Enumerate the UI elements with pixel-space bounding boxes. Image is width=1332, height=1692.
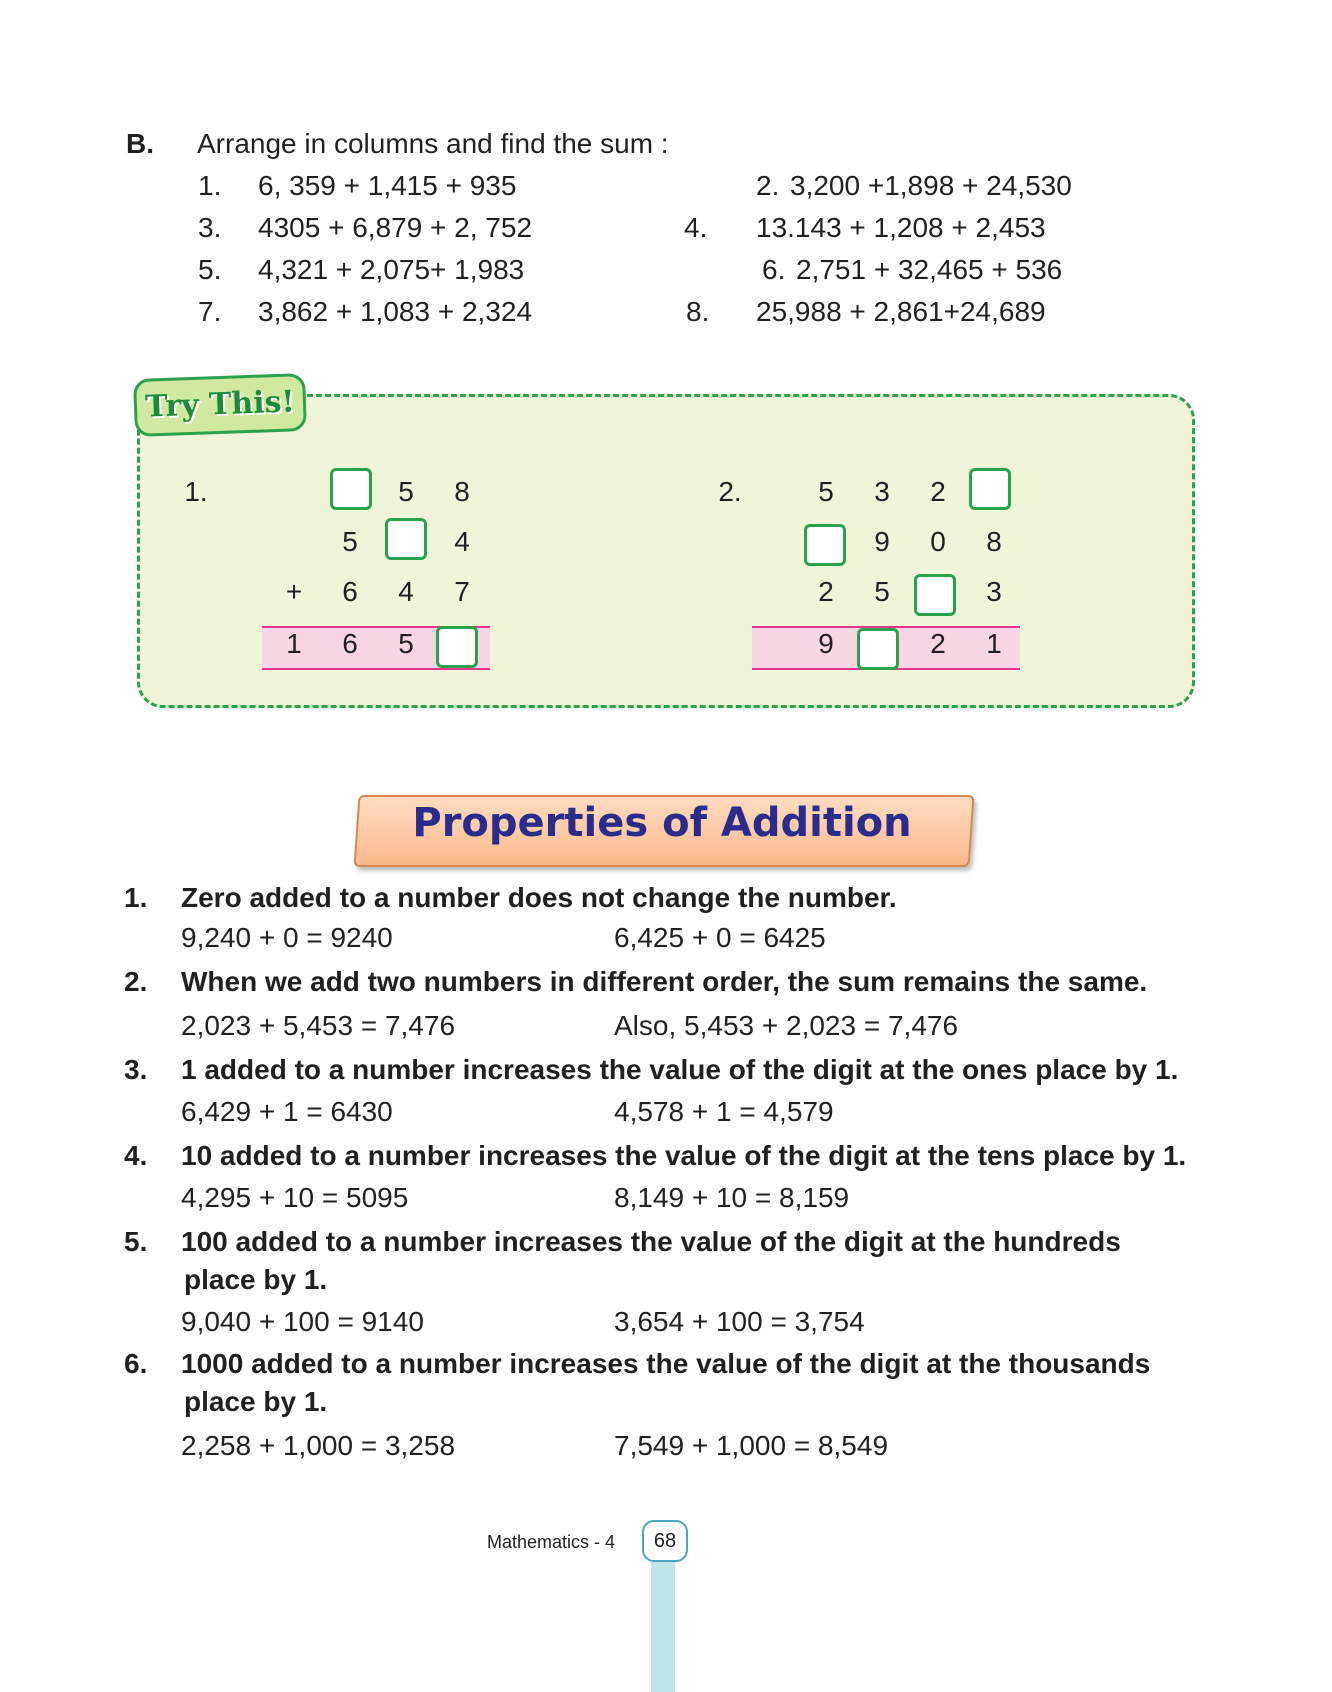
digit: 9 <box>818 628 834 659</box>
digit: 2 <box>930 476 946 507</box>
try-this-label: Try This! <box>133 373 307 437</box>
property-number: 3. <box>124 1054 148 1085</box>
property-example: 9,040 + 100 = 9140 <box>181 1306 424 1337</box>
puzzle-number: 1. <box>184 476 208 507</box>
digit: 1 <box>286 628 302 659</box>
property-number: 4. <box>124 1140 148 1171</box>
problem-number: 1. <box>198 170 222 201</box>
blank-digit-box[interactable] <box>969 468 1011 510</box>
property-statement: 1 added to a number increases the value of the digit at the ones place by 1. <box>181 1054 1179 1085</box>
property-statement: place by 1. <box>184 1386 328 1417</box>
property-example: 3,654 + 100 = 3,754 <box>614 1306 865 1337</box>
problem-expression: 13.143 + 1,208 + 2,453 <box>756 212 1046 243</box>
problem-expression: 4305 + 6,879 + 2, 752 <box>258 212 533 243</box>
property-number: 2. <box>124 966 148 997</box>
problem-number: 8. <box>686 296 710 327</box>
digit: 2 <box>818 576 834 607</box>
digit: 4 <box>454 526 470 557</box>
property-statement: 1000 added to a number increases the value of the digit at the thousands <box>181 1348 1151 1379</box>
blank-digit-box[interactable] <box>804 524 846 566</box>
problem-expression: 6, 359 + 1,415 + 935 <box>258 170 517 201</box>
blank-digit-box[interactable] <box>914 574 956 616</box>
problem-number: 3. <box>198 212 222 243</box>
property-example: 6,429 + 1 = 6430 <box>181 1096 393 1127</box>
property-example: 2,023 + 5,453 = 7,476 <box>181 1010 456 1041</box>
digit: 5 <box>342 526 358 557</box>
property-number: 1. <box>124 882 148 913</box>
puzzle-number: 2. <box>718 476 742 507</box>
property-statement: 100 added to a number increases the value of the digit at the hundreds <box>181 1226 1121 1257</box>
property-example: 6,425 + 0 = 6425 <box>614 922 826 953</box>
problem-number: 7. <box>198 296 222 327</box>
problem-number: 4. <box>684 212 708 243</box>
property-statement: 10 added to a number increases the value of the digit at the tens place by 1. <box>181 1140 1187 1171</box>
property-example: 8,149 + 10 = 8,159 <box>614 1182 850 1213</box>
digit: 7 <box>454 576 470 607</box>
property-example: 4,578 + 1 = 4,579 <box>614 1096 834 1127</box>
problem-number: 5. <box>198 254 222 285</box>
problem-number: 2. <box>756 170 780 201</box>
digit: 5 <box>398 628 414 659</box>
page-number: 68 <box>642 1520 688 1562</box>
digit: 5 <box>818 476 834 507</box>
digit: 9 <box>874 526 890 557</box>
digit: 3 <box>874 476 890 507</box>
plus-sign: + <box>285 576 303 607</box>
digit: 5 <box>398 476 414 507</box>
digit: 4 <box>398 576 414 607</box>
property-number: 5. <box>124 1226 148 1257</box>
blank-digit-box[interactable] <box>385 518 427 560</box>
property-example: Also, 5,453 + 2,023 = 7,476 <box>614 1010 959 1041</box>
property-number: 6. <box>124 1348 148 1379</box>
blank-digit-box[interactable] <box>436 626 478 668</box>
property-statement: place by 1. <box>184 1264 328 1295</box>
digit: 5 <box>874 576 890 607</box>
problem-expression: 25,988 + 2,861+24,689 <box>756 296 1046 327</box>
digit: 6 <box>342 628 358 659</box>
footer-book-title: Mathematics - 4 <box>487 1532 616 1552</box>
problem-number: 6. <box>762 254 786 285</box>
digit: 8 <box>454 476 470 507</box>
property-example: 4,295 + 10 = 5095 <box>181 1182 409 1213</box>
section-title: Properties of Addition <box>412 800 912 846</box>
property-statement: Zero added to a number does not change the number. <box>181 882 897 913</box>
blank-digit-box[interactable] <box>330 468 372 510</box>
digit: 1 <box>986 628 1002 659</box>
property-example: 9,240 + 0 = 9240 <box>181 922 393 953</box>
problem-expression: 3,862 + 1,083 + 2,324 <box>258 296 533 327</box>
section-instruction: Arrange in columns and find the sum : <box>197 128 669 159</box>
blank-digit-box[interactable] <box>857 628 899 670</box>
footer-strip <box>651 1562 675 1692</box>
section-letter: B. <box>126 128 154 159</box>
property-example: 2,258 + 1,000 = 3,258 <box>181 1430 456 1461</box>
digit: 6 <box>342 576 358 607</box>
property-example: 7,549 + 1,000 = 8,549 <box>614 1430 889 1461</box>
problem-expression: 3,200 +1,898 + 24,530 <box>790 170 1072 201</box>
digit: 3 <box>986 576 1002 607</box>
problem-expression: 4,321 + 2,075+ 1,983 <box>258 254 525 285</box>
problem-expression: 2,751 + 32,465 + 536 <box>796 254 1063 285</box>
digit: 2 <box>930 628 946 659</box>
digit: 0 <box>930 526 946 557</box>
property-statement: When we add two numbers in different order, the sum remains the same. <box>181 966 1148 997</box>
digit: 8 <box>986 526 1002 557</box>
